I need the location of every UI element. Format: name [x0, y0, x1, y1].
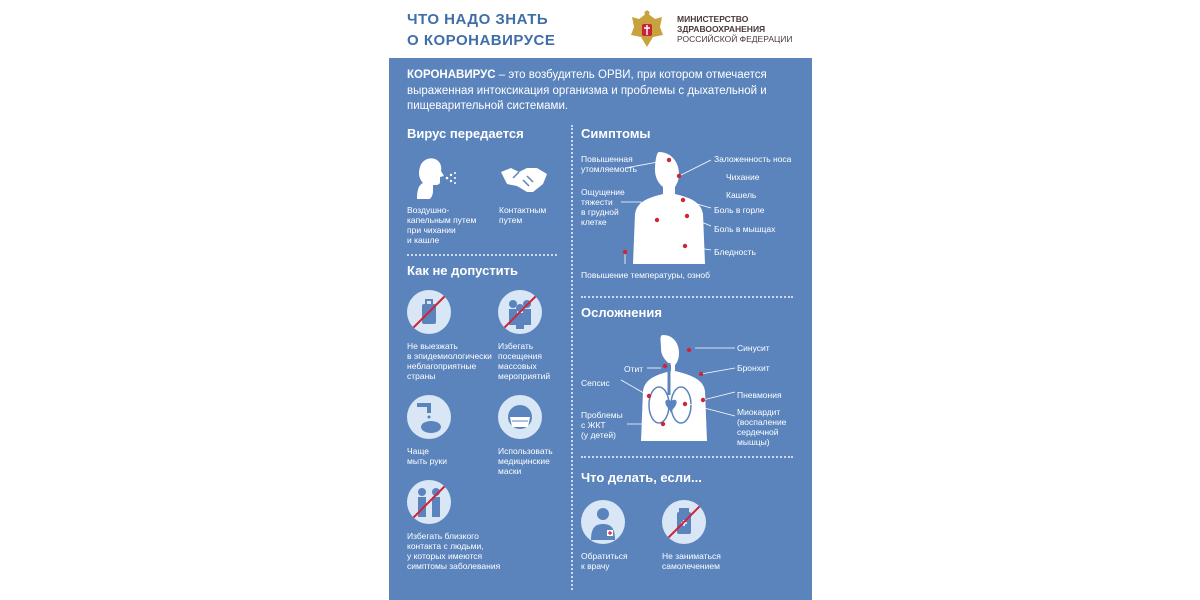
coat-of-arms-emblem: [627, 9, 667, 51]
text-line: симптомы заболевания: [407, 561, 501, 571]
text-line: Обратиться: [581, 551, 628, 561]
text-line: Не заниматься: [662, 551, 721, 561]
text-line: самолечением: [662, 561, 720, 571]
symptom-sneezing: Чихание: [726, 172, 760, 182]
text-line: мыть руки: [407, 456, 447, 466]
complication-sepsis: Сепсис: [581, 378, 610, 388]
text-line: Повышенная: [581, 154, 633, 164]
text-line: в грудной: [581, 207, 619, 217]
text-line: мышцы): [737, 437, 770, 447]
wash-hands-label: [407, 446, 447, 466]
text-line: к врачу: [581, 561, 610, 571]
symptom-cough: Кашель: [726, 190, 757, 200]
section-title-transmission: Вирус передается: [407, 126, 524, 141]
title-line-1: ЧТО НАДО ЗНАТЬ: [407, 11, 549, 28]
intro-text: [407, 68, 802, 115]
section-title-complications: Осложнения: [581, 305, 662, 320]
ministry-line-2: ЗДРАВООХРАНЕНИЯ: [677, 24, 766, 34]
no-travel-icon: [407, 290, 451, 334]
text-line: Избегать: [498, 341, 534, 351]
complication-pneumonia: Пневмония: [737, 390, 782, 400]
avoid-contact-icon: [407, 480, 451, 524]
infographic-poster: [389, 0, 812, 600]
text-line: Миокардит: [737, 407, 781, 417]
see-doctor-label: [581, 551, 628, 571]
header: [389, 0, 812, 58]
symptom-sore-throat: Боль в горле: [714, 205, 765, 215]
text-line: при чихании: [407, 225, 456, 235]
text-line: Не выезжать: [407, 341, 458, 351]
text-line: и кашле: [407, 235, 440, 245]
symptom-fever: Повышение температуры, озноб: [581, 270, 711, 280]
title-line-2: О КОРОНАВИРУСЕ: [407, 32, 556, 49]
text-line: путем: [499, 215, 523, 225]
airborne-label: [407, 205, 476, 245]
page-title: [407, 9, 555, 51]
text-line: в эпидемиологически: [407, 351, 492, 361]
text-line: контакта с людьми,: [407, 541, 484, 551]
text-line: у которых имеются: [407, 551, 483, 561]
avoid-contact-label: [407, 531, 500, 571]
text-line: Контактным: [499, 205, 547, 215]
symptom-nasal-congestion: Заложенность носа: [714, 154, 792, 164]
text-line: Проблемы: [581, 410, 623, 420]
text-line: Чаще: [407, 446, 430, 456]
no-crowds-label: [498, 341, 550, 381]
section-title-actions: Что делать, если...: [581, 470, 702, 485]
text-line: (воспаление: [737, 417, 787, 427]
intro-body: – это возбудитель ОРВИ, при котором отмечается выраженная интоксикация организма и проблемы с дыхательной и пищеварительной системами.: [407, 69, 767, 112]
text-line: (у детей): [581, 430, 616, 440]
text-line: утомляемость: [581, 164, 638, 174]
section-divider: [581, 296, 793, 298]
section-divider: [581, 456, 793, 458]
no-self-medication-label: [662, 551, 721, 571]
text-line: тяжести: [581, 197, 613, 207]
text-line: медицинские: [498, 456, 550, 466]
text-line: Воздушно-: [407, 205, 450, 215]
section-title-prevention: Как не допустить: [407, 263, 519, 278]
mask-label: [498, 446, 553, 476]
text-line: с ЖКТ: [581, 420, 606, 430]
text-line: Избегать близкого: [407, 531, 479, 541]
complication-otitis: Отит: [624, 364, 644, 374]
text-line: клетке: [581, 217, 607, 227]
symptom-connector-lines: [581, 150, 721, 270]
sneeze-spray-icon: [445, 171, 459, 185]
complication-connector-lines: [589, 340, 739, 440]
text-line: мероприятий: [498, 371, 551, 381]
text-line: сердечной: [737, 427, 779, 437]
no-travel-label: [407, 341, 492, 381]
contact-label: [499, 205, 546, 225]
text-line: неблагоприятные: [407, 361, 477, 371]
complication-sinusitis: Синусит: [737, 343, 770, 353]
text-line: массовых: [498, 361, 537, 371]
ministry-line-1: МИНИСТЕРСТВО: [677, 14, 749, 24]
complication-bronchitis: Бронхит: [737, 363, 770, 373]
text-line: страны: [407, 371, 436, 381]
text-line: капельным путем: [407, 215, 477, 225]
ministry-line-3: РОССИЙСКОЙ ФЕДЕРАЦИИ: [677, 34, 793, 44]
symptom-muscle-pain: Боль в мышцах: [714, 224, 776, 234]
text-line: посещения: [498, 351, 542, 361]
no-self-medication-icon: [662, 500, 706, 544]
doctor-icon: [581, 500, 625, 544]
column-divider: [571, 125, 573, 590]
handshake-icon: [499, 162, 549, 194]
text-line: Использовать: [498, 446, 553, 456]
ministry-name: [677, 14, 793, 44]
wash-hands-icon: [407, 395, 451, 439]
complication-myocarditis: [737, 407, 786, 447]
section-title-symptoms: Симптомы: [581, 126, 651, 141]
no-crowds-icon: [498, 290, 542, 334]
section-divider: [407, 254, 557, 256]
text-line: маски: [498, 466, 522, 476]
text-line: Ощущение: [581, 187, 625, 197]
mask-icon: [498, 395, 542, 439]
intro-bold: КОРОНАВИРУС: [407, 69, 496, 81]
symptom-pallor: Бледность: [714, 247, 756, 257]
